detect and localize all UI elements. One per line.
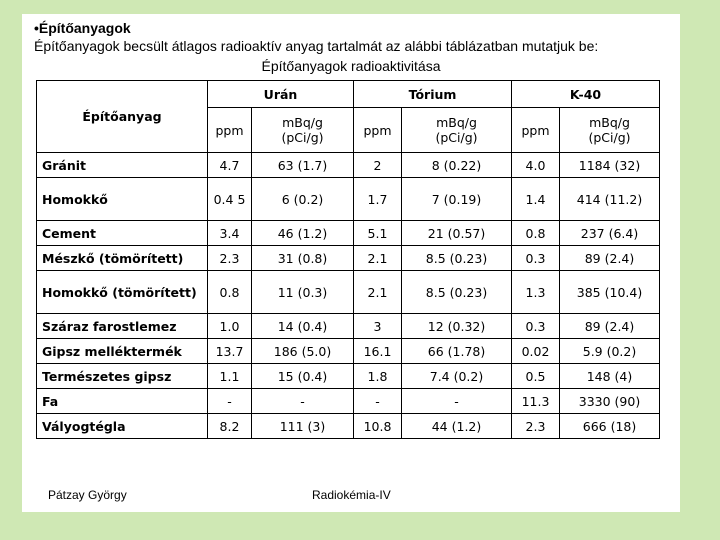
cell-k-ppm: 0.8 xyxy=(512,221,560,246)
table-row xyxy=(37,414,660,439)
cell-th-act: 7 (0.19) xyxy=(402,178,512,221)
cell-k-act: 5.9 (0.2) xyxy=(560,339,660,364)
cell-k-act: 666 (18) xyxy=(560,414,660,439)
cell-th-ppm: 16.1 xyxy=(354,339,402,364)
cell-k-act: 414 (11.2) xyxy=(560,178,660,221)
cell-th-act: 7.4 (0.2) xyxy=(402,364,512,389)
footer-author: Pátzay György xyxy=(48,488,127,502)
cell-th-act: 21 (0.57) xyxy=(402,221,512,246)
cell-k-ppm: 0.5 xyxy=(512,364,560,389)
table-row xyxy=(37,246,660,271)
cell-u-ppm: 0.8 xyxy=(208,271,252,314)
cell-name: Száraz farostlemez xyxy=(37,314,208,339)
cell-u-ppm: 2.3 xyxy=(208,246,252,271)
cell-th-ppm: 2.1 xyxy=(354,271,402,314)
cell-name: Homokkő (tömörített) xyxy=(37,271,208,314)
table-row xyxy=(37,178,660,221)
cell-u-ppm: 13.7 xyxy=(208,339,252,364)
cell-u-act: 15 (0.4) xyxy=(252,364,354,389)
cell-k-act: 385 (10.4) xyxy=(560,271,660,314)
cell-k-ppm: 0.3 xyxy=(512,314,560,339)
header-u-activity: mBq/g (pCi/g) xyxy=(252,108,354,153)
cell-k-act: 237 (6.4) xyxy=(560,221,660,246)
table-row xyxy=(37,221,660,246)
cell-u-ppm: 0.4 5 xyxy=(208,178,252,221)
footer-course: Radiokémia-IV xyxy=(312,488,391,502)
cell-k-ppm: 4.0 xyxy=(512,153,560,178)
cell-k-ppm: 1.4 xyxy=(512,178,560,221)
radioactivity-table xyxy=(36,80,660,439)
cell-th-ppm: 1.7 xyxy=(354,178,402,221)
cell-k-act: 89 (2.4) xyxy=(560,314,660,339)
slide xyxy=(22,14,680,512)
table-row xyxy=(37,389,660,414)
cell-k-ppm: 0.3 xyxy=(512,246,560,271)
table-row xyxy=(37,339,660,364)
cell-u-act: 111 (3) xyxy=(252,414,354,439)
cell-th-ppm: 10.8 xyxy=(354,414,402,439)
cell-th-act: 8 (0.22) xyxy=(402,153,512,178)
cell-name: Természetes gipsz xyxy=(37,364,208,389)
cell-name: Cement xyxy=(37,221,208,246)
cell-u-act: 11 (0.3) xyxy=(252,271,354,314)
slide-title: •Építőanyagok xyxy=(34,20,131,36)
cell-u-act: 6 (0.2) xyxy=(252,178,354,221)
cell-u-ppm: 8.2 xyxy=(208,414,252,439)
cell-k-act: 3330 (90) xyxy=(560,389,660,414)
header-uranium: Urán xyxy=(208,81,354,108)
cell-k-ppm: 2.3 xyxy=(512,414,560,439)
cell-u-ppm: 1.1 xyxy=(208,364,252,389)
cell-u-act: 186 (5.0) xyxy=(252,339,354,364)
cell-u-ppm: 3.4 xyxy=(208,221,252,246)
cell-u-act: 14 (0.4) xyxy=(252,314,354,339)
header-u-ppm: ppm xyxy=(208,108,252,153)
header-k-ppm: ppm xyxy=(512,108,560,153)
cell-th-act: 44 (1.2) xyxy=(402,414,512,439)
cell-name: Gránit xyxy=(37,153,208,178)
cell-k-ppm: 11.3 xyxy=(512,389,560,414)
cell-k-act: 89 (2.4) xyxy=(560,246,660,271)
cell-name: Homokkő xyxy=(37,178,208,221)
cell-k-act: 148 (4) xyxy=(560,364,660,389)
cell-name: Gipsz melléktermék xyxy=(37,339,208,364)
cell-u-ppm: 1.0 xyxy=(208,314,252,339)
header-k-activity: mBq/g (pCi/g) xyxy=(560,108,660,153)
cell-th-act: 12 (0.32) xyxy=(402,314,512,339)
table-row xyxy=(37,153,660,178)
header-thorium: Tórium xyxy=(354,81,512,108)
table-caption: Építőanyagok radioaktivitása xyxy=(261,58,441,74)
cell-k-ppm: 0.02 xyxy=(512,339,560,364)
cell-u-act: 63 (1.7) xyxy=(252,153,354,178)
cell-th-act: 8.5 (0.23) xyxy=(402,246,512,271)
intro-text: Építőanyagok becsült átlagos radioaktív anyag tartalmát az alábbi táblázatban mutatjuk be: xyxy=(34,38,599,54)
cell-name: Fa xyxy=(37,389,208,414)
header-k40: K-40 xyxy=(512,81,660,108)
cell-th-ppm: 1.8 xyxy=(354,364,402,389)
cell-th-ppm: 3 xyxy=(354,314,402,339)
table-row xyxy=(37,271,660,314)
cell-u-act: - xyxy=(252,389,354,414)
table-row xyxy=(37,314,660,339)
header-th-activity: mBq/g (pCi/g) xyxy=(402,108,512,153)
cell-u-act: 46 (1.2) xyxy=(252,221,354,246)
cell-th-ppm: 5.1 xyxy=(354,221,402,246)
header-material: Építőanyag xyxy=(37,81,208,153)
cell-th-ppm: 2 xyxy=(354,153,402,178)
cell-name: Mészkő (tömörített) xyxy=(37,246,208,271)
cell-u-act: 31 (0.8) xyxy=(252,246,354,271)
cell-th-act: - xyxy=(402,389,512,414)
cell-th-ppm: 2.1 xyxy=(354,246,402,271)
cell-name: Vályogtégla xyxy=(37,414,208,439)
cell-th-act: 8.5 (0.23) xyxy=(402,271,512,314)
cell-th-ppm: - xyxy=(354,389,402,414)
cell-k-ppm: 1.3 xyxy=(512,271,560,314)
cell-k-act: 1184 (32) xyxy=(560,153,660,178)
cell-th-act: 66 (1.78) xyxy=(402,339,512,364)
table-row xyxy=(37,364,660,389)
header-th-ppm: ppm xyxy=(354,108,402,153)
cell-u-ppm: - xyxy=(208,389,252,414)
cell-u-ppm: 4.7 xyxy=(208,153,252,178)
